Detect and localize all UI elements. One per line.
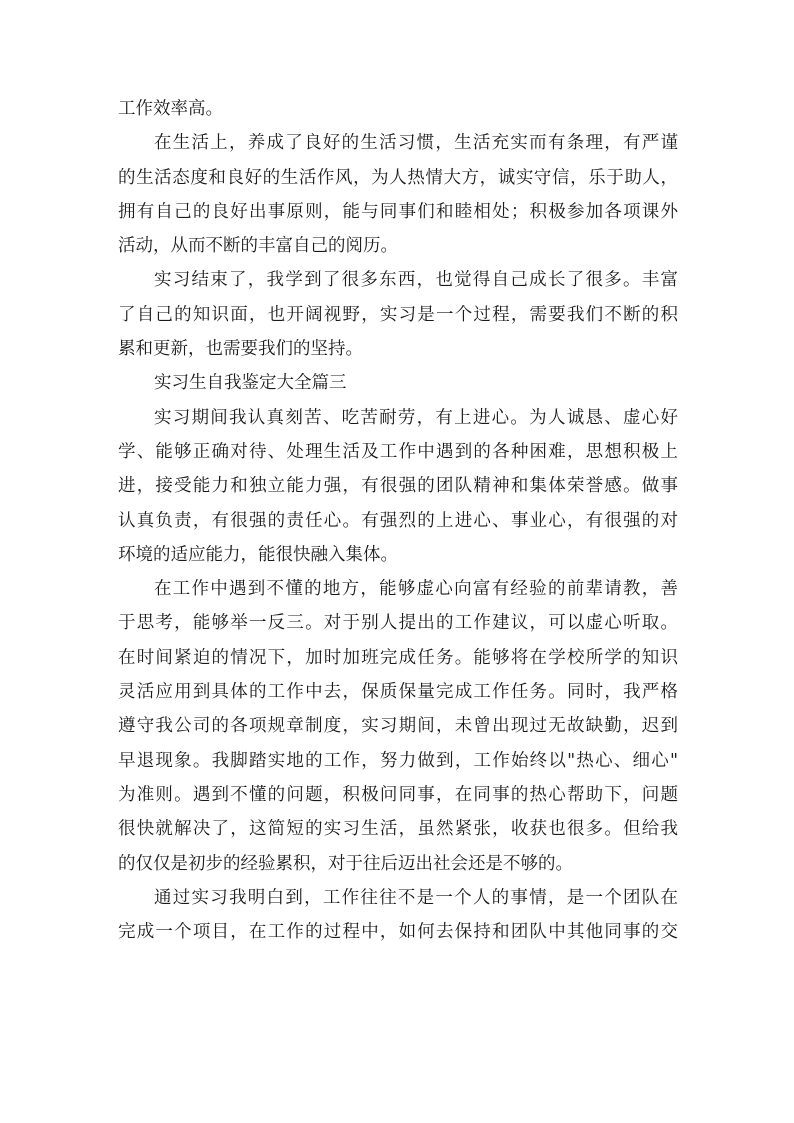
text-line: 的仅仅是初步的经验累积，对于往后迈出社会还是不够的。 (118, 853, 573, 874)
paragraph-start-line: 实习期间我认真刻苦、吃苦耐劳，有上进心。为人诚恳、虚心好 (154, 407, 678, 428)
text-line: 很快就解决了，这简短的实习生活，虽然紧张，收获也很多。但给我 (118, 819, 678, 840)
paragraph-start-line: 实习结束了，我学到了很多东西，也觉得自己成长了很多。丰富 (154, 270, 678, 291)
text-line: 在时间紧迫的情况下，加时加班完成任务。能够将在学校所学的知识 (118, 647, 678, 668)
text-line: 环境的适应能力，能很快融入集体。 (118, 544, 398, 565)
document-body (118, 92, 678, 949)
text-line: 进，接受能力和独立能力强，有很强的团队精神和集体荣誉感。做事 (118, 476, 678, 497)
text-line: 为准则。遇到不懂的问题，积极问同事，在同事的热心帮助下，问题 (118, 784, 678, 805)
text-line: 于思考，能够举一反三。对于别人提出的工作建议，可以虚心听取。 (118, 613, 678, 634)
text-line: 了自己的知识面，也开阔视野，实习是一个过程，需要我们不断的积 (118, 304, 678, 325)
text-line: 早退现象。我脚踏实地的工作，努力做到，工作始终以"热心、细心" (118, 750, 678, 771)
paragraph-start-line: 在生活上，养成了良好的生活习惯，生活充实而有条理，有严谨 (154, 133, 678, 154)
text-line: 拥有自己的良好出事原则，能与同事们和睦相处；积极参加各项课外 (118, 201, 678, 222)
text-line: 完成一个项目，在工作的过程中，如何去保持和团队中其他同事的交 (118, 922, 678, 943)
text-line: 的生活态度和良好的生活作风，为人热情大方，诚实守信，乐于助人， (118, 167, 678, 188)
text-line: 认真负责，有很强的责任心。有强烈的上进心、事业心，有很强的对 (118, 510, 678, 531)
section-heading: 实习生自我鉴定大全篇三 (154, 373, 347, 394)
text-line: 工作效率高。 (118, 99, 223, 119)
text-line: 累和更新，也需要我们的坚持。 (118, 339, 363, 360)
text-line: 活动，从而不断的丰富自己的阅历。 (118, 236, 398, 257)
paragraph-start-line: 通过实习我明白到，工作往往不是一个人的事情，是一个团队在 (154, 887, 678, 908)
paragraph-start-line: 在工作中遇到不懂的地方，能够虚心向富有经验的前辈请教，善 (154, 579, 678, 600)
text-line: 学、能够正确对待、处理生活及工作中遇到的各种困难，思想积极上 (118, 441, 678, 462)
text-line: 遵守我公司的各项规章制度，实习期间，未曾出现过无故缺勤，迟到 (118, 716, 678, 737)
text-line: 灵活应用到具体的工作中去，保质保量完成工作任务。同时，我严格 (118, 682, 678, 703)
